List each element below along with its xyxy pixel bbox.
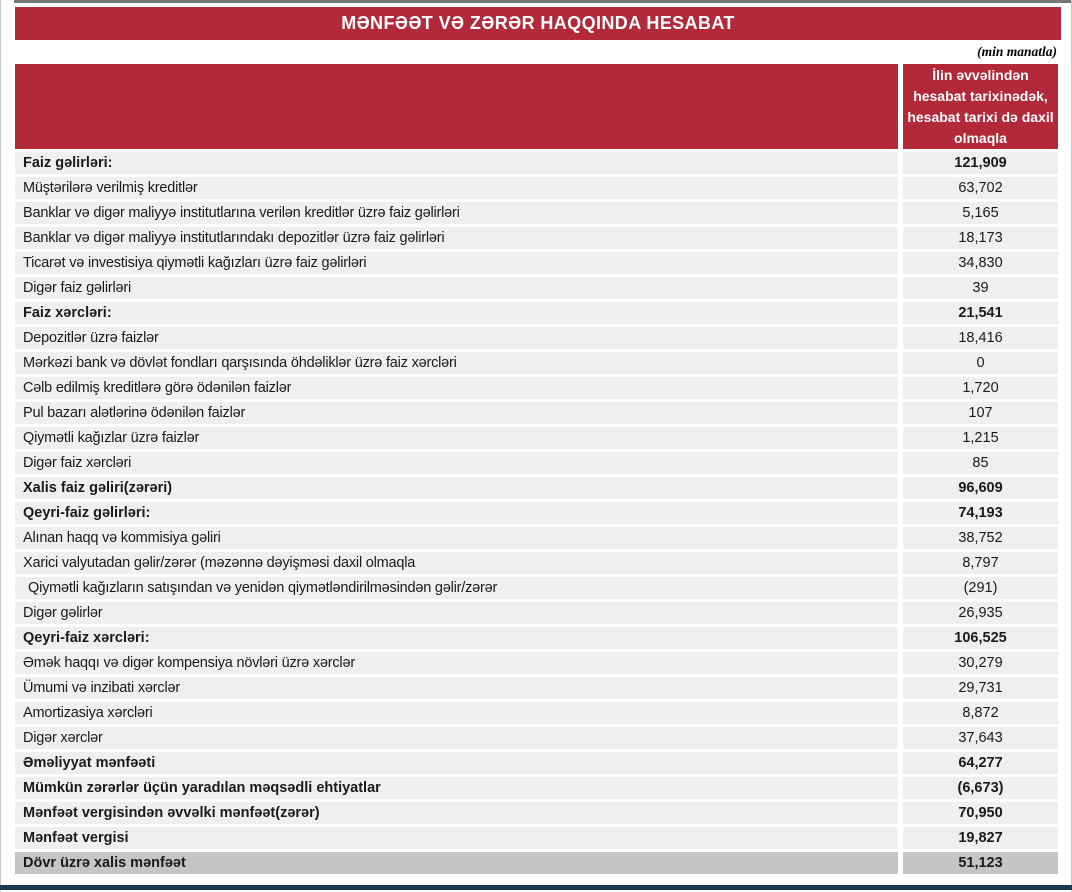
row-value: 74,193 <box>903 502 1058 524</box>
report-title: MƏNFƏƏT VƏ ZƏRƏR HAQQINDA HESABAT <box>341 13 735 33</box>
row-label: Ticarət və investisiya qiymətli kağızları üzrə faiz gəlirləri <box>15 252 898 274</box>
row-value: 5,165 <box>903 202 1058 224</box>
row-value: 1,720 <box>903 377 1058 399</box>
row-value: 0 <box>903 352 1058 374</box>
table-row <box>15 152 1058 174</box>
row-value: 21,541 <box>903 302 1058 324</box>
row-label: Ümumi və inzibati xərclər <box>15 677 898 699</box>
row-label: Amortizasiya xərcləri <box>15 702 898 724</box>
row-value: 107 <box>903 402 1058 424</box>
report-title-bar <box>15 7 1061 40</box>
period-column-header: İlin əvvəlindən hesabat tarixinədək, hesabat tarixi də daxil olmaqla <box>907 66 1054 146</box>
table-row <box>15 752 1058 774</box>
row-label: Dövr üzrə xalis mənfəət <box>15 852 898 874</box>
table-row <box>15 852 1058 874</box>
row-value: 29,731 <box>903 677 1058 699</box>
row-value: (291) <box>903 577 1058 599</box>
row-value: (6,673) <box>903 777 1058 799</box>
table-row <box>15 627 1058 649</box>
row-label: Cəlb edilmiş kreditlərə görə ödənilən faizlər <box>15 377 898 399</box>
row-label: Depozitlər üzrə faizlər <box>15 327 898 349</box>
table-row <box>15 452 1058 474</box>
table-row <box>15 277 1058 299</box>
row-label: Qiymətli kağızlar üzrə faizlər <box>15 427 898 449</box>
table-row <box>15 727 1058 749</box>
row-label: Mənfəət vergisindən əvvəlki mənfəət(zərər) <box>15 802 898 824</box>
row-label: Banklar və digər maliyyə institutlarına verilən kreditlər üzrə faiz gəlirləri <box>15 202 898 224</box>
table-header-label-cell <box>15 64 898 149</box>
table-row <box>15 427 1058 449</box>
row-label: Əməliyyat mənfəəti <box>15 752 898 774</box>
table-row <box>15 827 1058 849</box>
table-header-period-cell <box>903 64 1058 149</box>
row-label: Banklar və digər maliyyə institutlarındakı depozitlər üzrə faiz gəlirləri <box>15 227 898 249</box>
table-row <box>15 802 1058 824</box>
row-value: 26,935 <box>903 602 1058 624</box>
table-body <box>15 152 1058 874</box>
table-row <box>15 252 1058 274</box>
table-row <box>15 402 1058 424</box>
row-label: Mərkəzi bank və dövlət fondları qarşısında öhdəliklər üzrə faiz xərcləri <box>15 352 898 374</box>
row-value: 18,173 <box>903 227 1058 249</box>
row-value: 19,827 <box>903 827 1058 849</box>
row-label: Faiz xərcləri: <box>15 302 898 324</box>
row-value: 106,525 <box>903 627 1058 649</box>
table-row <box>15 302 1058 324</box>
table-row <box>15 602 1058 624</box>
row-value: 34,830 <box>903 252 1058 274</box>
row-value: 30,279 <box>903 652 1058 674</box>
row-label: Digər gəlirlər <box>15 602 898 624</box>
row-label: Faiz gəlirləri: <box>15 152 898 174</box>
page-top-border <box>14 0 1072 3</box>
table-row <box>15 377 1058 399</box>
row-label: Qiymətli kağızların satışından və yenidən qiymətləndirilməsindən gəlir/zərər <box>15 577 898 599</box>
table-row <box>15 202 1058 224</box>
row-value: 1,215 <box>903 427 1058 449</box>
table-row <box>15 552 1058 574</box>
row-value: 8,872 <box>903 702 1058 724</box>
table-row <box>15 652 1058 674</box>
row-value: 38,752 <box>903 527 1058 549</box>
row-value: 85 <box>903 452 1058 474</box>
row-label: Pul bazarı alətlərinə ödənilən faizlər <box>15 402 898 424</box>
units-note: (min manatla) <box>977 44 1057 59</box>
row-value: 70,950 <box>903 802 1058 824</box>
bottom-border-bar <box>0 885 1072 890</box>
row-value: 121,909 <box>903 152 1058 174</box>
row-label: Digər xərclər <box>15 727 898 749</box>
table-row <box>15 577 1058 599</box>
row-label: Əmək haqqı və digər kompensiya növləri üzrə xərclər <box>15 652 898 674</box>
row-label: Xalis faiz gəliri(zərəri) <box>15 477 898 499</box>
profit-loss-table <box>15 64 1058 877</box>
row-value: 96,609 <box>903 477 1058 499</box>
row-label: Xarici valyutadan gəlir/zərər (məzənnə dəyişməsi daxil olmaqla <box>15 552 898 574</box>
table-row <box>15 677 1058 699</box>
row-value: 39 <box>903 277 1058 299</box>
row-value: 51,123 <box>903 852 1058 874</box>
table-row <box>15 702 1058 724</box>
table-row <box>15 527 1058 549</box>
table-row <box>15 777 1058 799</box>
row-label: Alınan haqq və kommisiya gəliri <box>15 527 898 549</box>
table-row <box>15 227 1058 249</box>
row-label: Müştərilərə verilmiş kreditlər <box>15 177 898 199</box>
row-value: 64,277 <box>903 752 1058 774</box>
table-header-row <box>15 64 1058 149</box>
row-label: Mümkün zərərlər üçün yaradılan məqsədli ehtiyatlar <box>15 777 898 799</box>
row-label: Digər faiz xərcləri <box>15 452 898 474</box>
table-row <box>15 502 1058 524</box>
row-label: Qeyri-faiz gəlirləri: <box>15 502 898 524</box>
table-row <box>15 177 1058 199</box>
row-label: Qeyri-faiz xərcləri: <box>15 627 898 649</box>
table-row <box>15 327 1058 349</box>
table-row <box>15 352 1058 374</box>
row-value: 18,416 <box>903 327 1058 349</box>
row-value: 8,797 <box>903 552 1058 574</box>
row-value: 63,702 <box>903 177 1058 199</box>
row-value: 37,643 <box>903 727 1058 749</box>
table-row <box>15 477 1058 499</box>
row-label: Digər faiz gəlirləri <box>15 277 898 299</box>
row-label: Mənfəət vergisi <box>15 827 898 849</box>
